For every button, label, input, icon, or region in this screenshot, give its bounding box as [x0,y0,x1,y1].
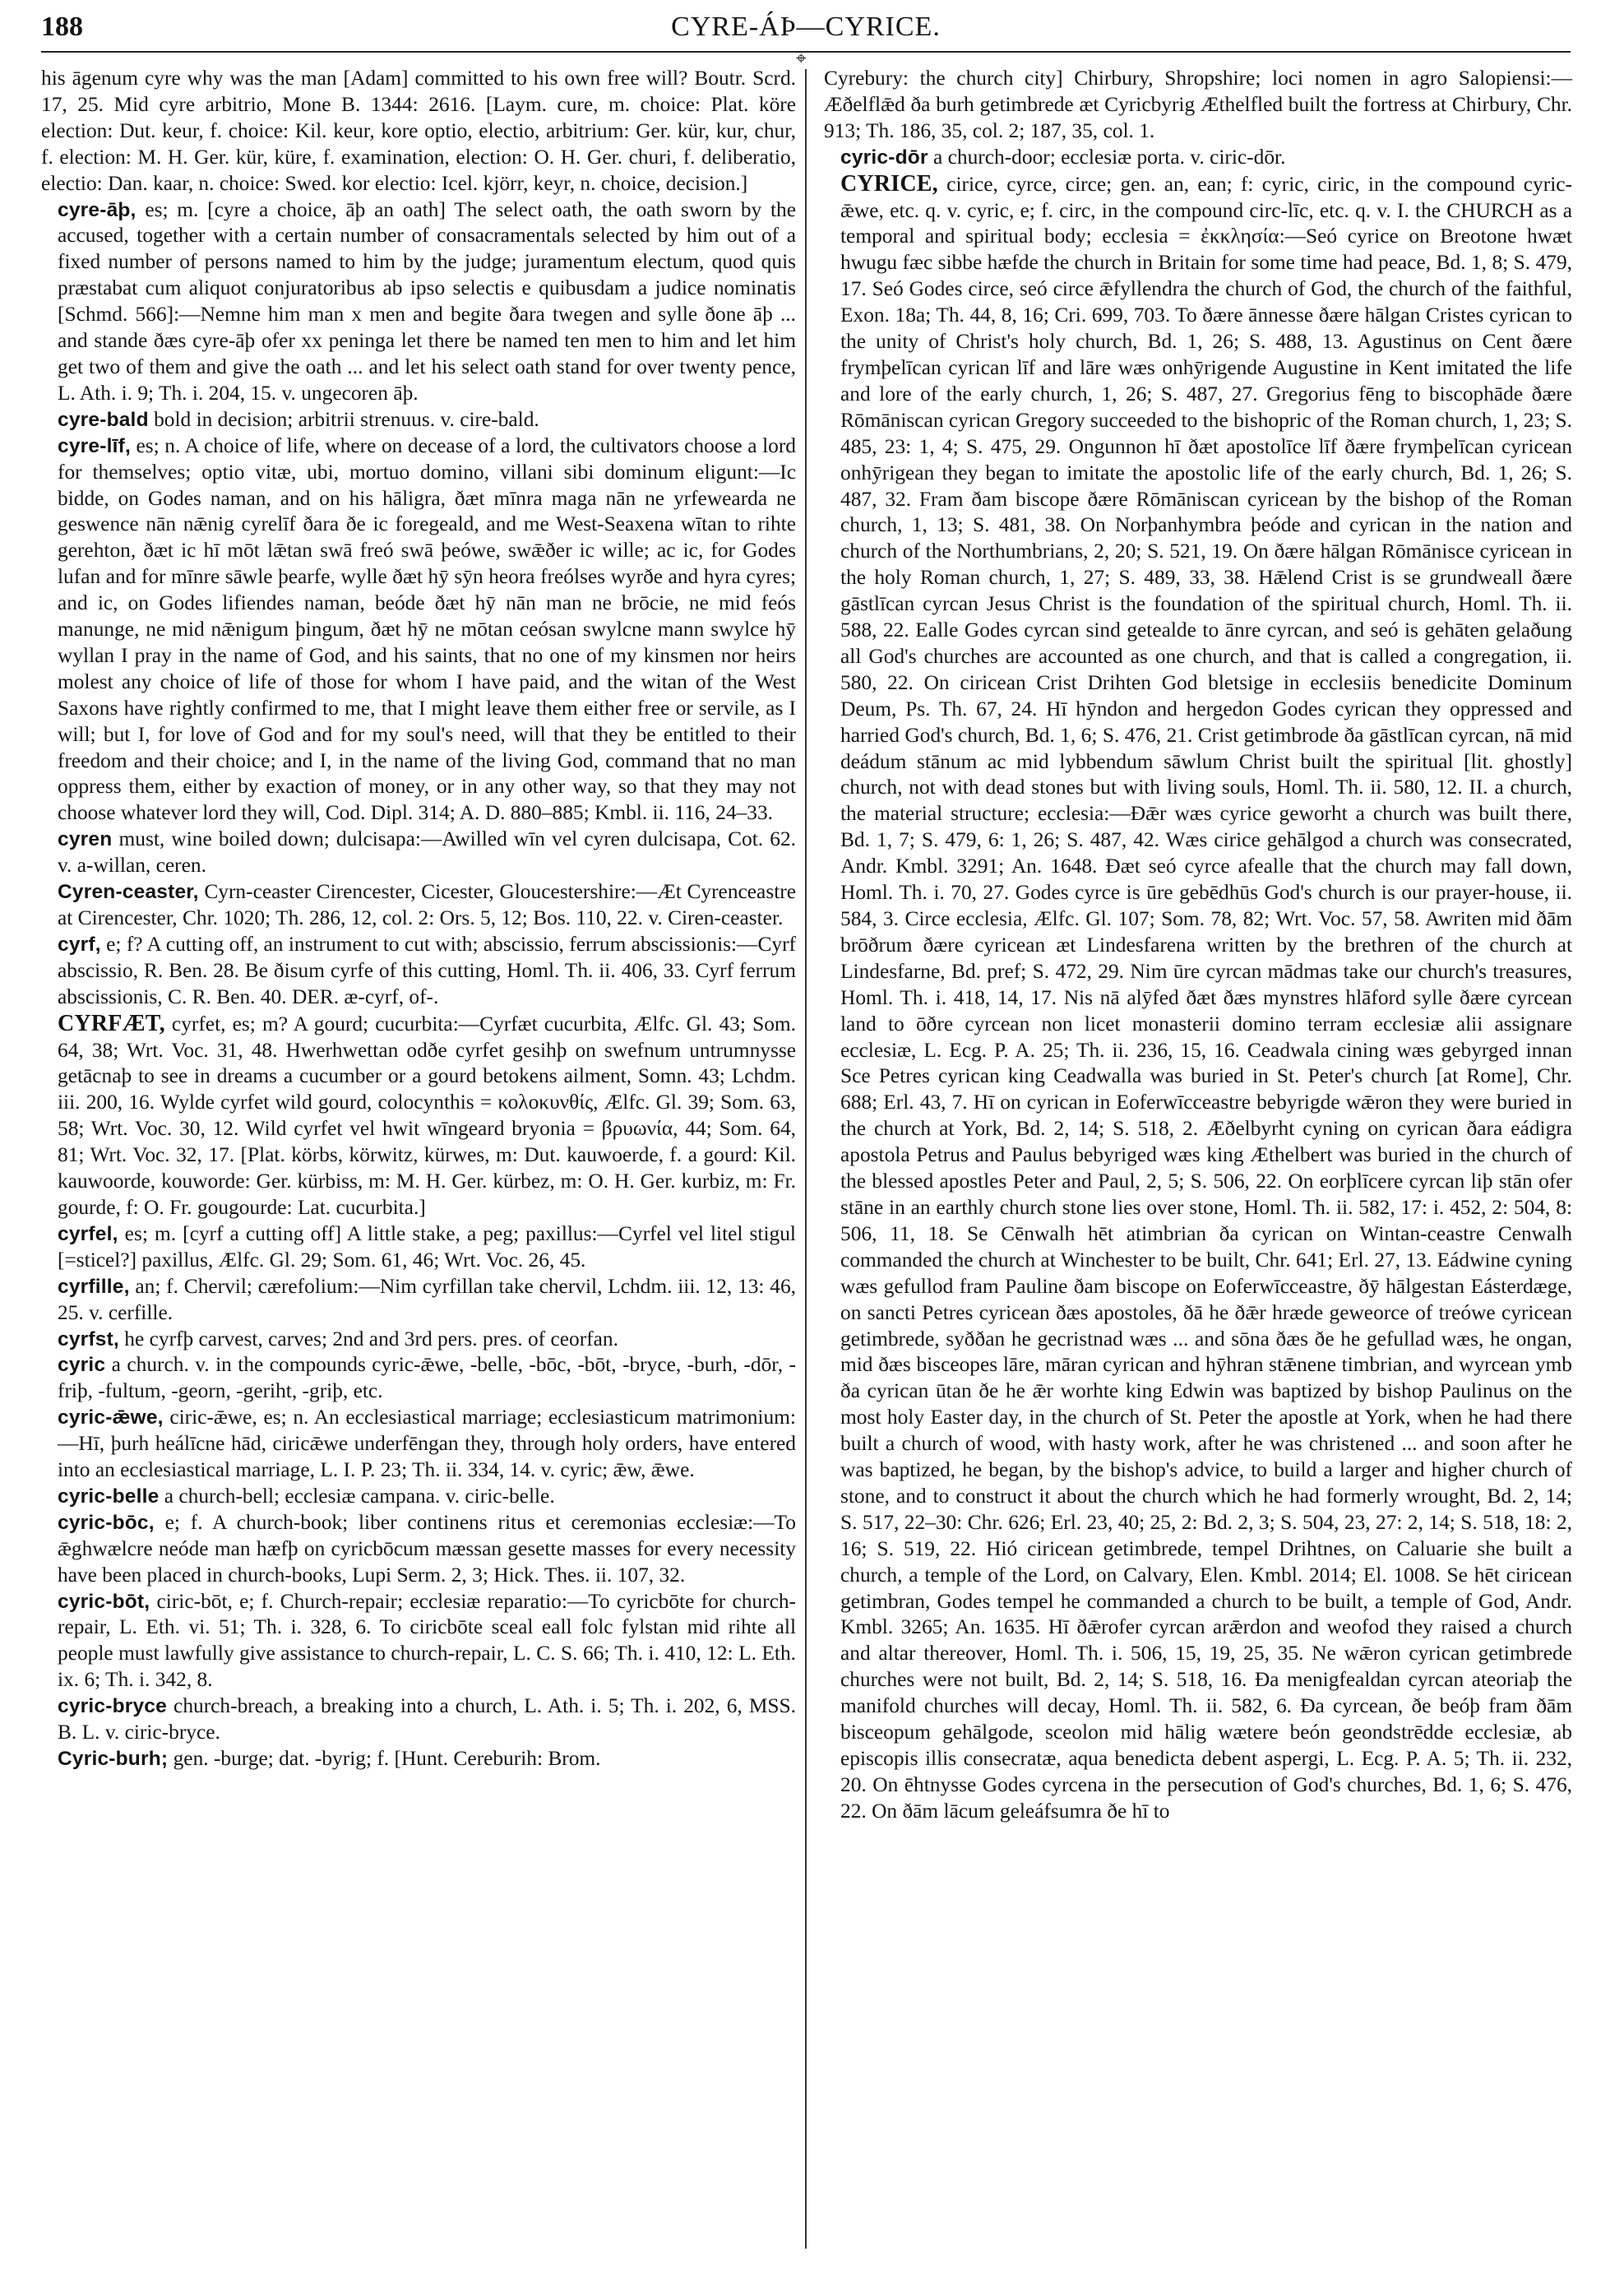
page-header [41,12,1571,48]
entry-headword: cyric-bryce [58,1695,167,1718]
entry-headword: cyric-bōt, [58,1590,150,1613]
entry-body: es; m. [cyre a choice, āþ an oath] The select oath, the oath sworn by the accused, together with a certain number of consacramentals selected by him out of a fixed number of persons named to him by the judge; juramentum electum, quod quis præstabat cum aliquot conjuratoribus ab ipso selectis e quibusdam a judice nominatis [Schmd. 566]:—Nemne him man x men and begite ðara twegen and sylle ðone āþ ... and stande ðæs cyre-āþ ofer xx peninga let there be named ten men to him and let him get two of them and give the oath ... and let his select oath stand for over twenty pence, L. Ath. i. 9; Th. i. 204, 15. v. ungecoren āþ. [58,197,796,405]
dictionary-entry [41,1352,796,1405]
entry-body: e; f. A church-book; liber continens ritus et ceremonias ecclesiæ:—To ǣghwælcre neóde man hæfþ on cyricbōcum mæssan gesette masses for every necessity have been placed in church-books, Lupi Serm. 2, 3; Hick. Thes. ii. 107, 32. [58,1510,796,1587]
entry-headword: cyrfel, [58,1222,118,1245]
entry-headword: cyren [58,828,113,851]
entry-body: a church-door; ecclesiæ porta. v. ciric-dōr. [933,145,1286,169]
dictionary-entry [41,1221,796,1274]
entry-body: es; m. [cyrf a cutting off] A little stake, a peg; paxillus:—Cyrfel vel litel stigul [=sticel?] paxillus, Ælfc. Gl. 29; Som. 61, 46; Wrt. Voc. 26, 45. [58,1221,796,1272]
entry-headword: cyrfst, [58,1327,119,1350]
entry-body: his āgenum cyre why was the man [Adam] committed to his own free will? Boutr. Scrd. 17, 25. Mid cyre arbitrio, Mone B. 1344: 2616. [Laym. cure, m. choice: Plat. köre election: Dut. keur, f. choice: Kil. keur, kore optio, electio, arbitrium: Ger. kür, kur, chur, f. election: M. H. Ger. kür, küre, f. examination, election: O. H. Ger. churi, f. deliberatio, electio: Dan. kaar, n. choice: Swed. kor electio: Icel. kjörr, keyr, n. choice, decision.] [41,67,796,195]
dictionary-entry [41,66,796,197]
entry-headword: cyric-ǣwe, [58,1406,164,1429]
entry-body: cirice, cyrce, circe; gen. an, ean; f: cyric, ciric, in the compound cyric-ǣwe, etc. q. v. cyric, e; f. circ, in the compound circ-līc, etc. q. v. I. the CHURCH as a temporal and spiritual body; ecclesia = ἐκκλησία:—Seó cyrice on Breotone hwæt hwugu fæc sibbe hæfde the church in Britain for some time had peace, Bd. 1, 8; S. 479, 17. Seó Godes circe, seó circe ǣfyllendra the church of God, the church of the faithful, Exon. 18a; Th. 44, 8, 16; Cri. 699, 703. To ðære ānnesse ðære hālgan Cristes cyrican to the unity of Christ's holy church, Bd. 1, 26; S. 488, 13. Agustinus on Cent ðære frymþelīcan cyrican līf and lāre wæs onhȳrigende Augustine in Kent imitated the life and lore of the early church, 1, 26; S. 487, 27. Gregorius fēng to biscophāde ðære Rōmāniscan cyrican Gregory succeeded to the bishopric of the Roman church, 1, 23; S. 485, 23: 1, 4; S. 475, 29. Ongunnon hī ðæt apostolīce līf ðære frymþelīcan cyricean onhȳrigean they began to imitate the apostolic life of the early church, Bd. 1, 26; S. 487, 32. Fram ðam biscope ðære Rōmāniscan cyricean by the bishop of the Roman church, 1, 13; S. 481, 38. On Norþanhymbra þeóde and cyrican in the nation and church of the Northumbrians, 2, 20; S. 521, 19. On ðære hālgan Rōmānisce cyricean in the holy Roman church, 1, 27; S. 489, 33, 38. Hǣlend Crist is se grundweall ðære gāstlīcan cyrcan Jesus Christ is the foundation of the spiritual church, Homl. Th. ii. 588, 22. Ealle Godes cyrcan sind getealde to ānre cyrcan, and seó is gehāten gelaðung all God's churches are accounted as one church, and that is called a congregation, ii. 580, 22. On ciricean Crist Drihten God bletsige in ecclesiis benedicite Dominum Deum, Ps. Th. 67, 24. Hī hȳndon and hergedon Godes cyrican they oppressed and harried God's church, Bd. 1, 6; S. 476, 21. Crist getimbrode ða gāstlīcan cyrcan, nā mid deádum stānum ac mid lybbendum sāwlum Christ built the spiritual [lit. ghostly] church, not with dead stones but with living souls, Homl. Th. ii. 580, 12. II. a church, the material structure; ecclesia:—Ðǣr wæs cyrice geworht a church was built there, Bd. 1, 7; S. 479, 6: 1, 26; S. 487, 42. Wæs cirice gehālgod a church was consecrated, Andr. Kmbl. 3291; An. 1648. Ðæt seó cyrce afealle that the church may fall down, Homl. Th. i. 70, 27. Godes cyrce is ūre gebēdhūs God's church is our prayer-house, ii. 584, 3. Circe ecclesia, Ælfc. Gl. 107; Som. 78, 82; Wrt. Voc. 57, 58. Awriten mid ðām brōðrum ðære cyricean æt Lindesfarena written by the brethren of the church at Lindesfarne, Bd. pref; S. 472, 29. Nim ūre cyrcan mādmas take our church's treasures, Homl. Th. i. 418, 14, 17. Nis nā alȳfed ðæt ðæs mynstres hlāford sylle ðære cyrcean land to ōðre cyrcean non licet monasterii domino terram ecclesiæ alii assignare ecclesiæ, L. Ecg. P. A. 25; Th. ii. 236, 15, 16. Ceadwala cining wæs gebyrged innan Sce Petres cyrican king Ceadwalla was buried in St. Peter's church [at Rome], Chr. 688; Erl. 43, 7. Hī on cyrican in Eoferwīcceastre bebyrigde wǣron they were buried in the church at York, Bd. 2, 14; S. 518, 2. Æðelbyrht cyning on cyrican ðara eádigra apostola Petrus and Paulus bebyriged wæs king Æthelbert was buried in the church of the blessed apostles Peter and Paul, 2, 5; S. 506, 22. On eorþlīcere cyrcan liþ stān ofer stāne in an earthly church stone lies over stone, Homl. Th. ii. 582, 17: i. 452, 2: 504, 8: 506, 11, 18. Se Cēnwalh hēt atimbrian ða cyrican on Wintan-ceastre Cenwalh commanded the church at Winchester to be built, Chr. 641; Erl. 27, 13. Eádwine cyning wæs gefullod fram Pauline ðam biscope on Eoferwīcceastre, ðȳ hālgestan Eásterdæge, on sancti Petres cyricean ðæs apostoles, ðā he ðǣr hræde geweorce of treówe cyricean getimbrede, syððan he gecristnad wæs ... and sōna ðæs ðe he gefullad wæs, he ongan, mid ðæs bisceopes lāre, māran cyrican and hȳhran stǣnene timbrian, and wyrcean ymb ða cyrican ūtan ðe he ǣr worhte king Edwin was baptized by bishop Paulinus on the most holy Easter day, in the church of St. Peter the apostle at York, when he had there built a church of wood, with hasty work, after he was christened ... and soon after he was baptized, he began, by the bishop's advice, to build a larger and higher church of stone, and to construct it about the church which he had formerly wrought, Bd. 2, 14; S. 517, 22–30: Chr. 626; Erl. 23, 40; 25, 2: Bd. 2, 3; S. 504, 23, 27: 2, 14; S. 518, 18: 2, 16; S. 519, 22. Hió ciricean getimbrede, tempel Drihtnes, on Caluarie she built a church, a temple of the Lord, on Calvary, Elen. Kmbl. 2014; El. 1008. Se hēt ciricean getimbran, Godes tempel he commanded a church to be built, a temple of God, Andr. Kmbl. 3265; An. 1635. Hī ðǣrofer cyrcan arǣrdon and weofod they raised a church and altar thereover, Homl. Th. i. 506, 15, 19, 25, 35. Ne wǣron cyrican getimbrede churches were not built, Bd. 2, 14; S. 518, 16. Ða menigfealdan cyrcan ateoriaþ the manifold churches will decay, Homl. Th. ii. 582, 6. Ða cyrcean, ðe beóþ fram ðām bisceopum gehālgode, sceolon mid hālig wætere beón geondstrēdde ecclesiæ, ab episcopis illis consecratæ, aqua benedicta debent aspergi, L. Ecg. P. A. 5; Th. ii. 232, 20. On ēhtnysse Godes cyrcena in the persecution of God's churches, Bd. 1, 6; S. 476, 22. On ðām lācum geleáfsumra ðe hī to [840,172,1572,1823]
entry-body: a church. v. in the compounds cyric-ǣwe, -belle, -bōc, -bōt, -bryce, -burh, -dōr, -friþ, -fultum, -georn, -geriht, -griþ, etc. [58,1353,796,1403]
dictionary-entry [41,827,796,879]
entry-body: es; n. A choice of life, where on decease of a lord, the cultivators choose a lord for themselves; optio vitæ, ubi, mortuo domino, villani sibi dominum eligunt:—Ic bidde, on Godes naman, and on his hāligra, ðæt mīnra maga nān ne yrfewearda ne geswence nān nǣnig cyrelīf ðara ðe ic foregeald, and me West-Seaxena wītan to rihte gerehton, ðæt ic hī mōt lǣtan swā freó swā þeówe, swǣðer ic wille; ac ic, for Godes lufan and for mīnre sāwle þearfe, wylle ðæt hȳ sȳn heora freólses wyrðe and hyra cyres; and ic, on Godes lifiendes naman, beóde ðæt hȳ nān man ne brōcie, ne mid feós manunge, ne mid nǣnigum þingum, ðæt hȳ ne mōtan ceósan swylcne mann swylce hȳ wyllan I pray in the name of God, and his saints, that no one of my kinsmen nor heirs molest any choice of life of those for whom I have paid, and the witan of the West Saxons have rightly confirmed to me, that I might leave them either free or servile, as I will; but I, for love of God and for my soul's need, will that they be entitled to their freedom and their choice; and I, in the name of the living God, command that no man oppress them, either by exaction of money, or in any other way, so that they may not choose whatever lord they will, Cod. Dipl. 314; A. D. 880–885; Kmbl. ii. 116, 24–33. [58,433,796,825]
entry-body: ciric-bōt, e; f. Church-repair; ecclesiæ reparatio:—To cyricbōte for church-repair, L. Eth. vi. 51; Th. i. 328, 6. To ciricbōte sceal eall folc fylstan mid rihte all people must lawfully give assistance to church-repair, L. C. S. 66; Th. i. 410, 12: L. Eth. ix. 6; Th. i. 342, 8. [58,1589,796,1692]
entry-headword: cyre-līf, [58,434,131,457]
entry-body: an; f. Chervil; cærefolium:—Nim cyrfillan take chervil, Lchdm. iii. 12, 13: 46, 25. v. cerfille. [58,1274,796,1324]
entry-body: gen. -burge; dat. -byrig; f. [Hunt. Cereburih: Brom. [173,1747,601,1770]
dictionary-entry [41,433,796,827]
dictionary-entry [41,407,796,433]
dictionary-entry [41,1484,796,1510]
dictionary-entry [41,1011,796,1221]
entry-body: e; f? A cutting off, an instrument to cut with; abscissio, ferrum abscissionis:—Cyrf abscissio, R. Ben. 28. Be ðisum cyrfe of this cutting, Homl. Th. ii. 406, 33. Cyrf ferrum abscissionis, C. R. Ben. 40. DER. æ-cyrf, of-. [58,932,796,1008]
entry-body: cyrfet, es; m? A gourd; cucurbita:—Cyrfæt cucurbita, Ælfc. Gl. 43; Som. 64, 38; Wrt. Voc. 31, 48. Hwerhwettan odðe cyrfet gesihþ on swefnum untrumnysse getācnaþ to see in dreams a cucumber or a gourd betokens ailment, Somn. 43; Lchdm. iii. 200, 16. Wylde cyrfet wild gourd, colocynthis = κολοκυνθίς, Ælfc. Gl. 39; Som. 63, 58; Wrt. Voc. 30, 12. Wild cyrfet vel hwit wīngeard bryonia = βρυωνία, 44; Som. 64, 81; Wrt. Voc. 32, 17. [Plat. körbs, körwitz, kürwes, m: Dut. kauwoerde, f. a gourd: Kil. kauwoorde, kouworde: Ger. kürbiss, m: M. H. Ger. kürbez, m: O. H. Ger. kurbiz, m: Fr. gourde, f: O. Fr. gougourde: Lat. cucurbita.] [58,1012,796,1219]
dictionary-entry [41,1327,796,1353]
dictionary-entry [41,1405,796,1484]
dictionary-entry [41,1274,796,1327]
dictionary-entry [41,1693,796,1746]
entry-body: must, wine boiled down; dulcisapa:—Awilled wīn vel cyren dulcisapa, Cot. 62. v. a-willan, ceren. [58,827,796,878]
dictionary-entry [41,1589,796,1694]
entry-body: Cyrn-ceaster Cirencester, Cicester, Gloucestershire:—Æt Cyrenceastre at Cirencester, Chr. 1020; Th. 286, 12, col. 2: Ors. 5, 12; Bos. 110, 22. v. Ciren-ceaster. [58,880,796,929]
dictionary-entry [41,879,796,932]
column-divider [805,69,807,2249]
entry-headword: cyric-bōc, [58,1511,155,1534]
right-column [824,66,1572,1825]
dictionary-entry [41,197,796,407]
dictionary-entry [41,1510,796,1589]
entry-body: bold in decision; arbitrii strenuus. v. cire-bald. [154,407,539,431]
dictionary-entry [41,932,796,1011]
entry-headword: CYRFÆT, [58,1010,165,1036]
entry-headword: CYRICE, [840,170,938,197]
entry-headword: cyre-āþ, [58,198,136,221]
entry-headword: cyric-dōr [840,146,928,169]
entry-body: ciric-ǣwe, es; n. An ecclesiastical marriage; ecclesiasticum matrimonium:—Hī, þurh heálīcne hād, ciricǣwe underfēngan they, through holy orders, have entered into an ecclesiastical marriage, L. I. P. 23; Th. ii. 334, 14. v. cyric; ǣw, ǣwe. [58,1406,796,1482]
entry-headword: cyrfille, [58,1275,130,1298]
entry-headword: cyrf, [58,933,101,956]
dictionary-entry [824,145,1572,171]
entry-headword: Cyric-burh; [58,1748,169,1770]
entry-body: Cyrebury: the church city] Chirbury, Shropshire; loci nomen in agro Salopiensi:—Æðelflǣd ða burh getimbrede æt Cyricbyrig Æthelfled built the fortress at Chirbury, Chr. 913; Th. 186, 35, col. 2; 187, 35, col. 1. [824,67,1572,142]
running-title: CYRE-ÁÞ—CYRICE. [671,12,941,42]
page-number: 188 [41,12,83,42]
dictionary-entry [824,171,1572,1825]
column-ornament-icon: ⌖ [796,48,807,68]
entry-body: a church-bell; ecclesiæ campana. v. ciric-belle. [164,1484,555,1508]
entry-headword: cyric [58,1354,106,1377]
dictionary-entry [824,66,1572,145]
left-column [41,66,796,1772]
entry-headword: Cyren-ceaster, [58,881,199,904]
entry-headword: cyre-bald [58,408,149,431]
dictionary-entry [41,1746,796,1772]
entry-body: church-breach, a breaking into a church, L. Ath. i. 5; Th. i. 202, 6, MSS. B. L. v. ciric-bryce. [58,1694,796,1744]
entry-headword: cyric-belle [58,1485,160,1508]
entry-body: he cyrfþ carvest, carves; 2nd and 3rd pers. pres. of ceorfan. [124,1327,618,1350]
